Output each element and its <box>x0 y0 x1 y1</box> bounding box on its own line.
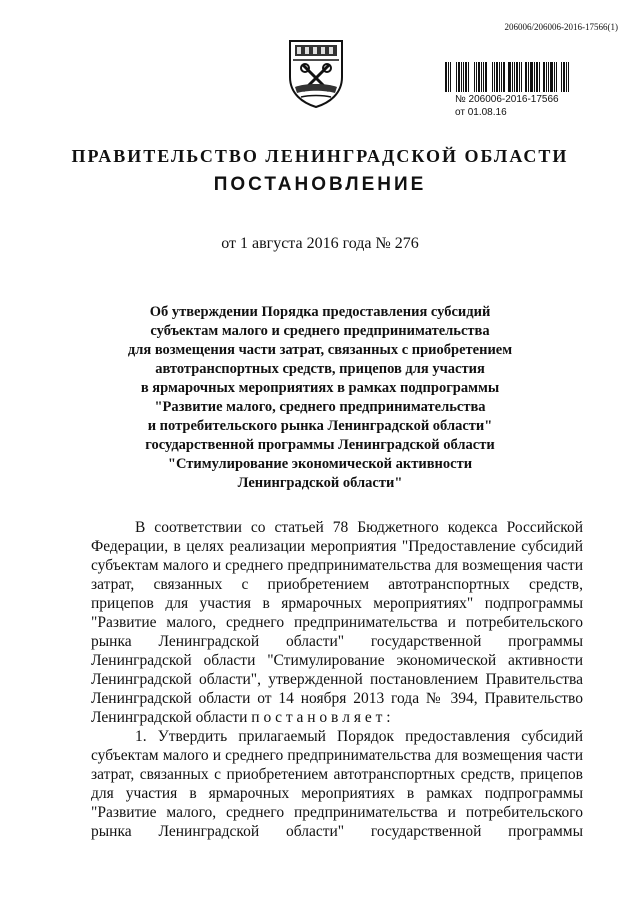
body-line: Ленинградской области "Стимулирование экономической активности <box>91 652 583 669</box>
subject-line: для возмещения части затрат, связанных с приобретением <box>127 342 513 358</box>
body-line: Ленинградской области", утвержденной постановлением Правительства <box>91 671 583 688</box>
subject-line: государственной программы Ленинградской области <box>145 437 495 453</box>
barcode-bar <box>478 62 480 92</box>
barcode-bar <box>474 62 475 92</box>
barcode-bar <box>508 62 511 92</box>
subject-line: в ярмарочных мероприятиях в рамках подпрограммы <box>140 380 500 396</box>
barcode-bar <box>458 62 460 92</box>
barcode-bar <box>556 62 557 92</box>
barcode-bar <box>554 62 555 92</box>
document-date: от 1 августа 2016 года № 276 <box>221 235 419 252</box>
barcode-bar <box>492 62 493 92</box>
body-line: "Развитие малого, среднего предпринимательства и потребительского <box>91 804 583 821</box>
document-subject <box>100 303 540 493</box>
government-name: ПРАВИТЕЛЬСТВО ЛЕНИНГРАДСКОЙ ОБЛАСТИ <box>71 146 569 166</box>
barcode-bar <box>516 62 518 92</box>
body-line: 1. Утвердить прилагаемый Порядок предоставления субсидий <box>135 728 583 745</box>
subject-line: "Развитие малого, среднего предпринимательства <box>154 399 486 415</box>
body-line: рынка Ленинградской области" государственной программы <box>91 823 583 840</box>
barcode-bar <box>450 62 451 92</box>
body-line: прицепов для участия в ярмарочных мероприятиях" подпрограммы <box>91 595 583 612</box>
barcode-bar <box>512 62 513 92</box>
barcode-bar <box>494 62 495 92</box>
barcode-bar <box>485 62 487 92</box>
barcode-bar <box>501 62 502 92</box>
body-line: субъектам малого и среднего предпринимательства для возмещения части <box>91 747 583 764</box>
barcode-bar <box>445 62 447 92</box>
document-body <box>91 518 583 841</box>
subject-line: Об утверждении Порядка предоставления субсидий <box>149 304 491 320</box>
barcode-bar <box>481 62 482 92</box>
barcode-bar <box>496 62 498 92</box>
barcode-bar <box>548 62 549 92</box>
subject-line: субъектам малого и среднего предпринимательства <box>150 323 490 339</box>
body-line: рынка Ленинградской области" государственной программы <box>91 633 583 650</box>
registration-date: от 01.08.16 <box>455 107 507 118</box>
barcode-bar <box>566 62 567 92</box>
barcode-bar <box>530 62 533 92</box>
barcode-bar <box>499 62 500 92</box>
body-line: для участия в ярмарочных мероприятиях в рамках подпрограммы <box>91 785 583 802</box>
barcode-bar <box>568 62 569 92</box>
barcode-bar <box>463 62 464 92</box>
barcode-bar <box>514 62 515 92</box>
registration-number: № 206006-2016-17566 <box>455 94 559 105</box>
body-line: затрат, связанных с приобретением автотранспортных средств, прицепов <box>91 766 583 783</box>
subject-line: и потребительского рынка Ленинградской области" <box>147 418 493 434</box>
barcode-bar <box>563 62 565 92</box>
barcode-bar <box>561 62 562 92</box>
subject-line: Ленинградской области" <box>237 475 403 491</box>
barcode-bar <box>503 62 505 92</box>
body-line: "Развитие малого, среднего предпринимательства и потребительского <box>91 614 583 631</box>
barcode-bar <box>525 62 527 92</box>
document-type: ПОСТАНОВЛЕНИЕ <box>213 174 427 195</box>
barcode-bar <box>468 62 469 92</box>
barcode-bar <box>550 62 553 92</box>
barcode-bar <box>521 62 522 92</box>
body-line: субъектам малого и среднего предпринимательства для возмещения части <box>91 557 583 574</box>
barcode-bar <box>456 62 457 92</box>
barcode-bar <box>483 62 484 92</box>
barcode-bar <box>528 62 529 92</box>
barcode-bar <box>546 62 547 92</box>
barcode <box>445 62 577 92</box>
body-line: затрат, связанных с приобретением автотранспортных средств, <box>91 576 583 593</box>
barcode-bar <box>448 62 449 92</box>
subject-line: автотранспортных средств, прицепов для участия <box>155 361 485 377</box>
subject-line: "Стимулирование экономической активности <box>167 456 473 472</box>
barcode-bar <box>539 62 540 92</box>
barcode-bar <box>476 62 477 92</box>
barcode-bar <box>465 62 467 92</box>
barcode-bar <box>461 62 462 92</box>
body-line: Ленинградской области п о с т а н о в л я е т : <box>91 709 391 726</box>
barcode-bar <box>536 62 538 92</box>
barcode-bar <box>519 62 520 92</box>
barcode-bar <box>543 62 545 92</box>
document-reference: 206006/206006-2016-17566(1) <box>504 22 618 32</box>
coat-of-arms-icon <box>287 39 345 109</box>
barcode-bar <box>534 62 535 92</box>
body-line: Федерации, в целях реализации мероприятия "Предоставление субсидий <box>91 538 583 555</box>
body-line: В соответствии со статьей 78 Бюджетного кодекса Российской <box>135 519 583 536</box>
body-line: Ленинградской области от 14 ноября 2013 года № 394, Правительство <box>91 690 583 707</box>
